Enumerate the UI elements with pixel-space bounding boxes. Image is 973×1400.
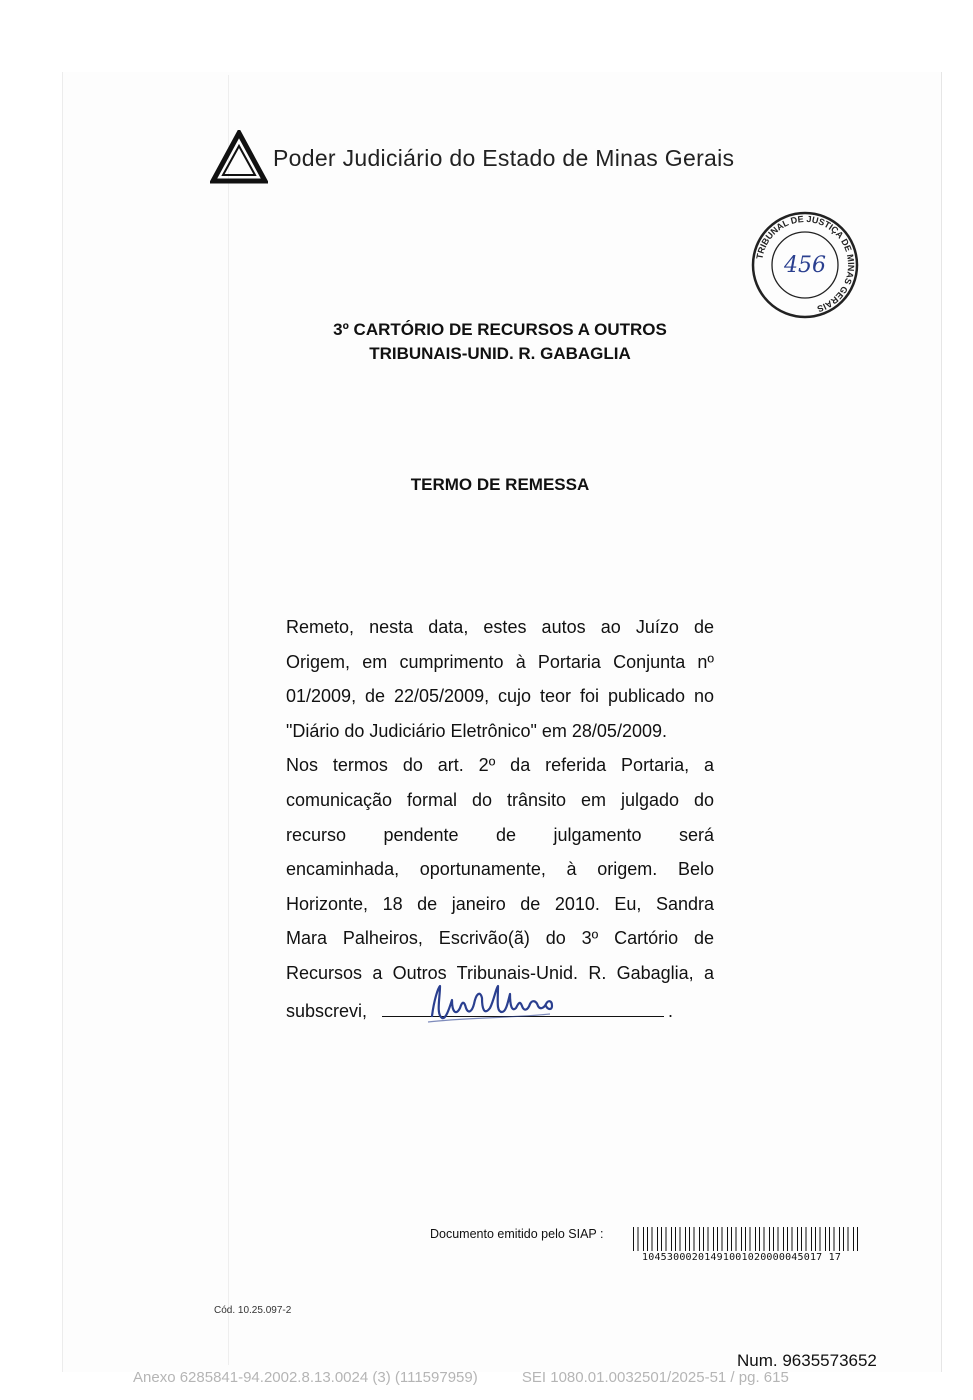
body-line: Remeto, nesta data, estes autos ao Juízo de xyxy=(286,617,714,637)
body-paragraph xyxy=(286,610,714,991)
office-name-line1: 3º CARTÓRIO DE RECURSOS A OUTROS xyxy=(333,320,667,339)
body-line: "Diário do Judiciário Eletrônico" em 28/05/2009. xyxy=(286,720,667,741)
annex-reference: Anexo 6285841-94.2002.8.13.0024 (3) (111597959) xyxy=(133,1369,478,1386)
handwritten-signature xyxy=(420,978,580,1030)
body-line: 01/2009, de 22/05/2009, cujo teor foi publicado no xyxy=(286,686,714,707)
court-seal-stamp xyxy=(750,210,860,320)
body-line: Recursos a Outros Tribunais-Unid. R. Gabaglia, a xyxy=(286,962,714,983)
sei-reference: SEI 1080.01.0032501/2025-51 / pg. 615 xyxy=(521,1369,789,1386)
body-line: recurso pendente de julgamento será xyxy=(286,824,714,845)
office-name-line2: TRIBUNAIS-UNID. R. GABAGLIA xyxy=(369,344,631,363)
body-line: Origem, em cumprimento à Portaria Conjunta nº xyxy=(286,651,714,672)
document-title: TERMO DE REMESSA xyxy=(410,475,590,494)
body-line: comunicação formal do trânsito em julgado do xyxy=(286,789,714,810)
triangle-logo-icon xyxy=(210,130,268,184)
body-line: Mara Palheiros, Escrivão(ã) do 3º Cartório de xyxy=(286,928,714,949)
body-line: Horizonte, 18 de janeiro de 2010. Eu, Sandra xyxy=(286,893,714,914)
stamp-ring-text: TRIBUNAL DE JUSTIÇA DE MINAS GERAIS xyxy=(754,213,857,315)
page-fold-line xyxy=(228,75,229,1365)
body-line: encaminhada, oportunamente, à origem. Belo xyxy=(286,859,714,880)
header-title: Poder Judiciário do Estado de Minas Gerais xyxy=(273,145,735,171)
stamp-page-number: 456 xyxy=(784,253,826,278)
signature-suffix: . xyxy=(668,1001,674,1021)
document-num: Num. 9635573652 xyxy=(737,1351,877,1370)
barcode-icon xyxy=(632,1227,860,1251)
annex-footer xyxy=(133,1369,789,1386)
form-code: Cód. 10.25.097-2 xyxy=(214,1305,292,1316)
barcode-number: 10453000201491001020000045017 17 xyxy=(642,1252,842,1263)
signature-prefix: subscrevi, xyxy=(286,1001,368,1021)
body-line: Nos termos do art. 2º da referida Portaria, a xyxy=(286,755,714,776)
siap-label: Documento emitido pelo SIAP : xyxy=(430,1227,604,1241)
